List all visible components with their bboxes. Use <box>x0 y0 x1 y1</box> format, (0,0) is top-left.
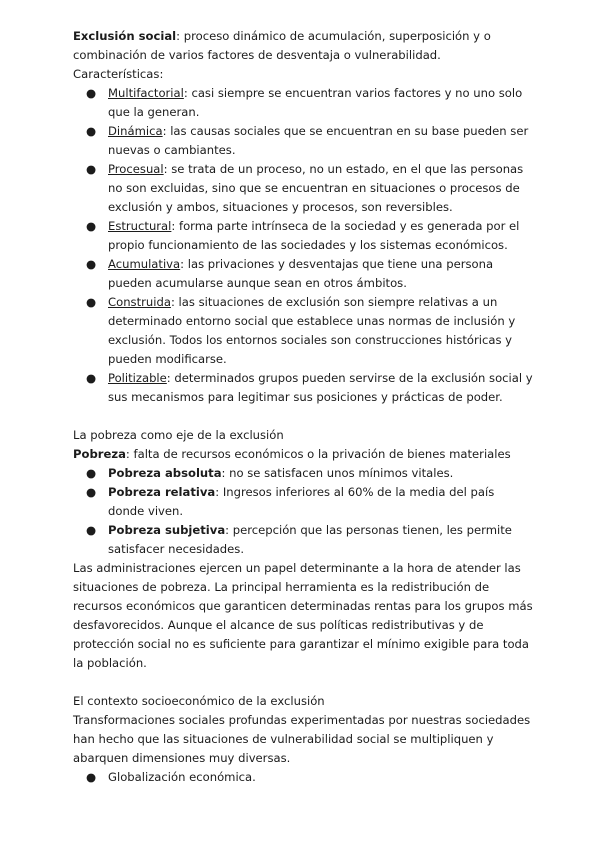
list-item <box>73 84 533 122</box>
item-term: Multifactorial <box>108 86 184 100</box>
item-text: : las causas sociales que se encuentran en su base pueden ser nuevas o cambiantes. <box>108 124 529 157</box>
bullet-icon: ● <box>86 162 97 176</box>
list-item <box>73 483 533 521</box>
bullet-icon: ● <box>86 124 97 138</box>
bullet-icon: ● <box>86 770 97 784</box>
exclusion-definition-text: : proceso dinámico de acumulación, superposición y o combinación de varios factores de desventaja o vulnerabilidad. <box>73 29 491 62</box>
item-text: : se trata de un proceso, no un estado, en el que las personas no son excluidas, sino que se encuentran en situaciones o procesos de exclusión y ambos, situaciones y procesos, son reversibles. <box>108 162 524 214</box>
poverty-definition-text: : falta de recursos económicos o la privación de bienes materiales <box>125 447 511 461</box>
item-term: Dinámica <box>108 124 163 138</box>
bullet-icon: ● <box>86 371 97 385</box>
exclusion-definition <box>73 27 533 65</box>
bullet-icon: ● <box>86 257 97 271</box>
poverty-definition <box>73 445 533 464</box>
item-text: Globalización económica. <box>108 770 256 784</box>
bullet-icon: ● <box>86 466 97 480</box>
list-item <box>73 160 533 217</box>
list-item <box>73 521 533 559</box>
item-text: : Ingresos inferiores al 60% de la media del país donde viven. <box>108 485 495 518</box>
item-text: : forma parte intrínseca de la sociedad y es generada por el propio funcionamiento de las sociedades y los sistemas económicos. <box>108 219 520 252</box>
document-body <box>73 27 533 787</box>
item-term: Pobreza subjetiva <box>108 523 226 537</box>
item-text: : casi siempre se encuentran varios factores y no uno solo que la generan. <box>108 86 523 119</box>
item-term: Pobreza absoluta <box>108 466 222 480</box>
item-text: : las situaciones de exclusión son siempre relativas a un determinado entorno social que establece unas normas de inclusión y exclusión. Todos los entornos sociales son construcciones históricas y pueden modificarse. <box>108 295 516 366</box>
item-text: : determinados grupos pueden servirse de la exclusión social y sus mecanismos para legitimar sus posiciones y prácticas de poder. <box>108 371 533 404</box>
list-item <box>73 768 533 787</box>
blank-line <box>73 673 533 692</box>
list-item <box>73 464 533 483</box>
context-list <box>73 768 533 787</box>
poverty-heading: La pobreza como eje de la exclusión <box>73 428 284 442</box>
list-item <box>73 369 533 407</box>
bullet-icon: ● <box>86 523 97 537</box>
context-heading: El contexto socioeconómico de la exclusión <box>73 694 325 708</box>
characteristics-list <box>73 84 533 407</box>
item-term: Procesual <box>108 162 164 176</box>
poverty-term: Pobreza <box>73 447 126 461</box>
bullet-icon: ● <box>86 485 97 499</box>
item-term: Construida <box>108 295 171 309</box>
list-item <box>73 217 533 255</box>
blank-line <box>73 407 533 426</box>
bullet-icon: ● <box>86 295 97 309</box>
item-term: Estructural <box>108 219 172 233</box>
list-item <box>73 255 533 293</box>
exclusion-term: Exclusión social <box>73 29 177 43</box>
poverty-list <box>73 464 533 559</box>
bullet-icon: ● <box>86 86 97 100</box>
list-item <box>73 122 533 160</box>
item-text: : las privaciones y desventajas que tiene una persona pueden acumularse aunque sean en otros ámbitos. <box>108 257 494 290</box>
item-term: Acumulativa <box>108 257 181 271</box>
context-paragraph: Transformaciones sociales profundas experimentadas por nuestras sociedades han hecho que las situaciones de vulnerabilidad social se multipliquen y abarquen dimensiones muy diversas. <box>73 713 531 765</box>
characteristics-heading: Características: <box>73 67 164 81</box>
item-term: Pobreza relativa <box>108 485 216 499</box>
bullet-icon: ● <box>86 219 97 233</box>
poverty-paragraph: Las administraciones ejercen un papel determinante a la hora de atender las situaciones de pobreza. La principal herramienta es la redistribución de recursos económicos que garanticen determinadas rentas para los grupos más desfavorecidos. Aunque el alcance de sus políticas redistributivas y de protección social no es suficiente para garantizar el mínimo exigible para toda la población. <box>73 561 533 670</box>
list-item <box>73 293 533 369</box>
item-term: Politizable <box>108 371 167 385</box>
item-text: : no se satisfacen unos mínimos vitales. <box>221 466 454 480</box>
item-text: : percepción que las personas tienen, les permite satisfacer necesidades. <box>108 523 512 556</box>
